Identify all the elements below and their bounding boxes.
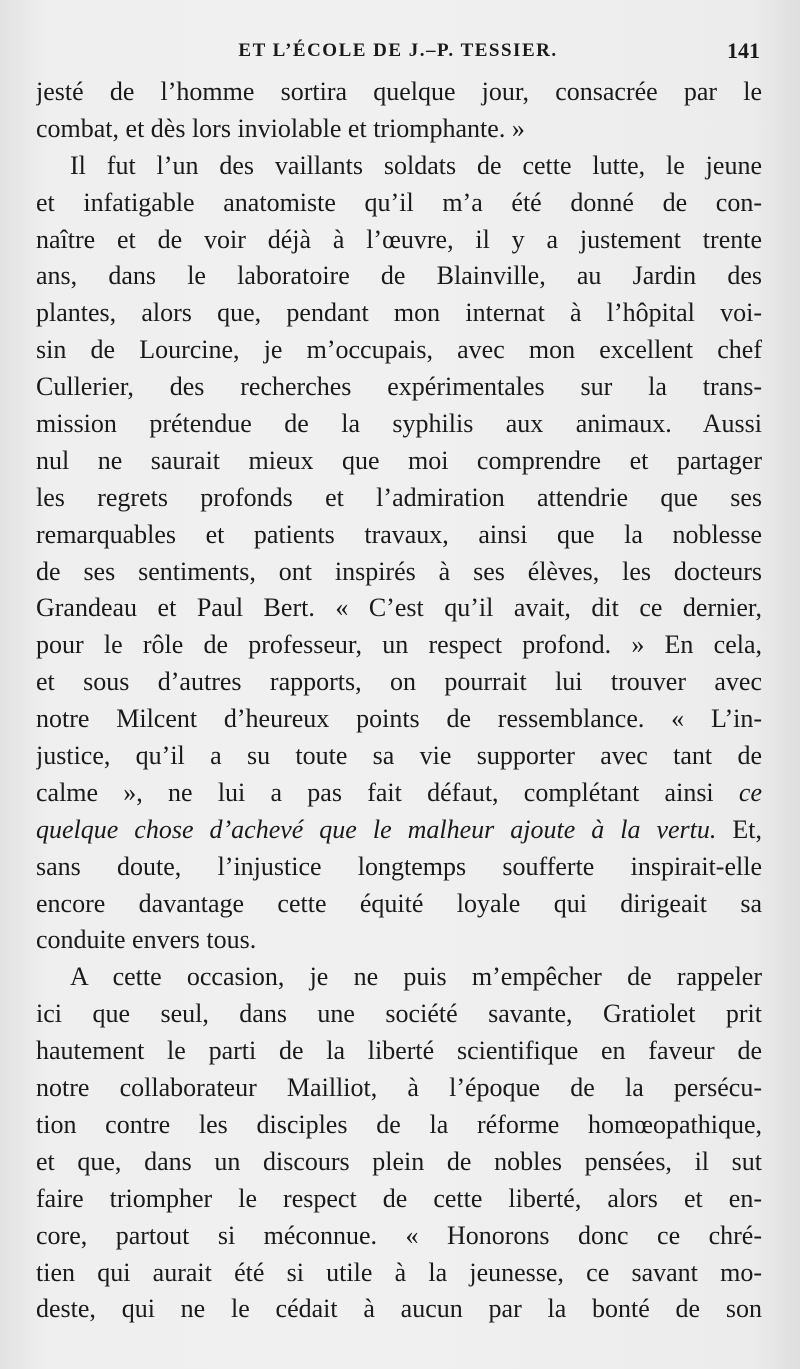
page-header xyxy=(36,40,760,70)
text-line: Grandeau et Paul Bert. « C’est qu’il avait, dit ce dernier, xyxy=(36,593,762,623)
text-line: notre Milcent d’heureux points de ressemblance. « L’in- xyxy=(36,704,762,734)
text-line: et sous d’autres rapports, on pourrait lui trouver avec xyxy=(36,667,762,697)
text-line: conduite envers tous. xyxy=(36,925,257,955)
running-title: ET L’ÉCOLE DE J.–P. TESSIER. xyxy=(238,40,558,61)
text-line xyxy=(36,812,762,849)
text-line: combat, et dès lors inviolable et triomphante. » xyxy=(36,113,525,143)
text-line: jesté de l’homme sortira quelque jour, consacrée par le xyxy=(36,77,762,106)
text-line: hautement le parti de la liberté scientifique en faveur de xyxy=(36,1036,762,1066)
text-line: plantes, alors que, pendant mon internat à l’hôpital voi- xyxy=(36,298,762,328)
text-line: naître et de voir déjà à l’œuvre, il y a justement trente xyxy=(36,224,762,254)
text-line: Cullerier, des recherches expérimentales sur la trans- xyxy=(36,372,762,402)
text-segment: calme », ne lui a pas fait défaut, complétant ainsi xyxy=(36,777,714,807)
text-line: nul ne saurait mieux que moi comprendre et partager xyxy=(36,445,762,475)
text-line: justice, qu’il a su toute sa vie supporter avec tant de xyxy=(36,741,762,771)
text-line: deste, qui ne le cédait à aucun par la bonté de son xyxy=(36,1294,762,1324)
italic-segment: ce xyxy=(738,777,762,807)
body-text xyxy=(36,74,762,1328)
text-line: faire triompher le respect de cette liberté, alors et en- xyxy=(36,1183,762,1213)
text-line: et infatigable anatomiste qu’il m’a été donné de con- xyxy=(36,187,762,217)
paragraph-start-line: Il fut l’un des vaillants soldats de cette lutte, le jeune xyxy=(70,150,762,180)
text-segment: Et, xyxy=(732,814,762,844)
text-line: remarquables et patients travaux, ainsi que la noblesse xyxy=(36,519,762,549)
text-line: mission prétendue de la syphilis aux animaux. Aussi xyxy=(36,409,762,439)
page-number: 141 xyxy=(727,38,760,63)
text-line: de ses sentiments, ont inspirés à ses élèves, les docteurs xyxy=(36,556,762,586)
text-line: tien qui aurait été si utile à la jeunesse, ce savant mo- xyxy=(36,1257,762,1287)
text-line: pour le rôle de professeur, un respect profond. » En cela, xyxy=(36,630,762,660)
text-line: et que, dans un discours plein de nobles pensées, il sut xyxy=(36,1146,762,1176)
text-line xyxy=(36,775,762,812)
text-line: notre collaborateur Mailliot, à l’époque de la persécu- xyxy=(36,1073,762,1103)
text-line: encore davantage cette équité loyale qui dirigeait sa xyxy=(36,888,762,918)
text-line: ans, dans le laboratoire de Blainville, au Jardin des xyxy=(36,261,762,291)
text-line: sin de Lourcine, je m’occupais, avec mon excellent chef xyxy=(36,335,762,365)
italic-quotation: quelque chose d’achevé que le malheur ajoute à la vertu. xyxy=(36,814,717,844)
text-line: tion contre les disciples de la réforme homœopathique, xyxy=(36,1109,762,1139)
text-line: sans doute, l’injustice longtemps soufferte inspirait-elle xyxy=(36,851,762,881)
text-line: core, partout si méconnue. « Honorons donc ce chré- xyxy=(36,1220,762,1250)
text-line: les regrets profonds et l’admiration attendrie que ses xyxy=(36,482,762,512)
text-line: ici que seul, dans une société savante, Gratiolet prit xyxy=(36,999,762,1029)
paragraph-start-line: A cette occasion, je ne puis m’empêcher de rappeler xyxy=(70,962,762,992)
